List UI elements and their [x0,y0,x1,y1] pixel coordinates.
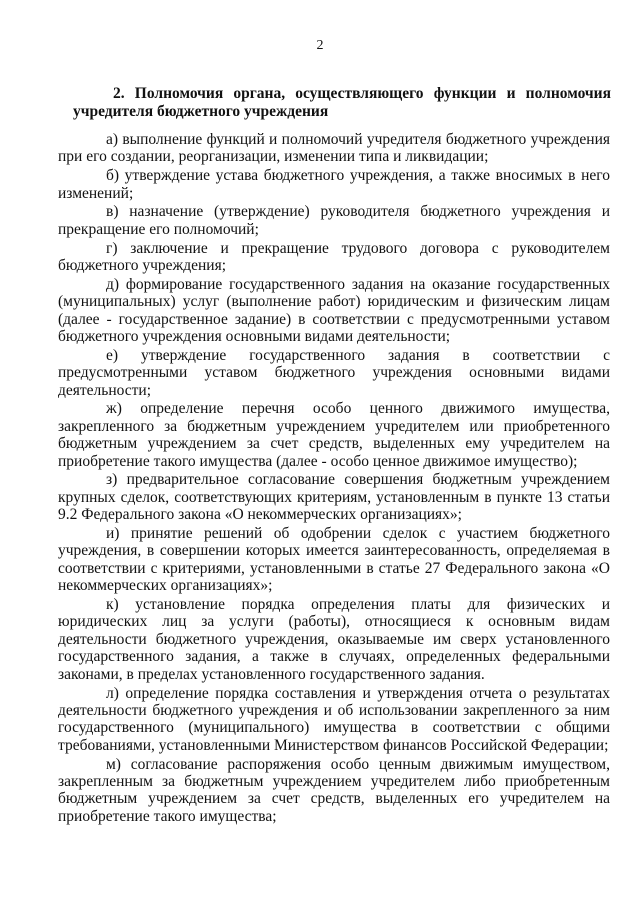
clause-d: д) формирование государственного задания на оказание государственных (муниципальных) услуг (выполнение работ) юридическим и физическим лицам (далее - государственное задание) в соответствии с предусмотренными уставом бюджетного учреждения основными видами деятельности; [58,275,610,346]
clause-zh: ж) определение перечня особо ценного движимого имущества, закрепленного за бюджетным учреждением учредителем или приобретенного бюджетным учреждением за счет средств, выделенных ему учредителем на приобретение такого имущества (далее - особо ценное движимое имущество); [58,400,610,470]
clause-list [58,131,610,827]
clause-g: г) заключение и прекращение трудового договора с руководителем бюджетного учреждения; [58,239,610,275]
clause-z: з) предварительное согласование совершения бюджетным учреждением крупных сделок, соответствующих критериям, установленным в пункте 13 статьи 9.2 Федерального закона «О некоммерческих организациях»; [58,471,610,524]
clause-i: и) принятие решений об одобрении сделок с участием бюджетного учреждения, в совершении которых имеется заинтересованность, определяемая в соответствии с критериями, установленными в статье 27 Федерального закона «О некоммерческих организациях»; [58,525,610,595]
clause-l: л) определение порядка составления и утверждения отчета о результатах деятельности бюджетного учреждения и об использовании закрепленного за ним государственного (муниципального) имущества в соответствии с общими требованиями, установленными Министерством финансов Российской Федерации; [58,684,610,754]
clause-v: в) назначение (утверждение) руководителя бюджетного учреждения и прекращение его полномочий; [58,203,610,238]
clause-a: а) выполнение функций и полномочий учредителя бюджетного учреждения при его создании, реорганизации, изменении типа и ликвидации; [58,131,610,166]
clause-k: к) установление порядка определения платы для физических и юридических лиц за услуги (работы), относящиеся к основным видам деятельности бюджетного учреждения, оказываемые им сверх установленного государственного задания, а также в случаях, определенных федеральными законами, в пределах установленного государственного задания. [58,596,610,683]
section-heading: 2. Полномочия органа, осуществляющего функции и полномочия учредителя бюджетного учреждения [73,85,611,120]
clause-e: е) утверждение государственного задания в соответствии с предусмотренными уставом бюджетного учреждения основными видами деятельности; [58,346,610,399]
clause-b: б) утверждение устава бюджетного учреждения, а также вносимых в него изменений; [58,167,610,202]
page-number: 2 [316,38,324,53]
clause-m: м) согласование распоряжения особо ценным движимым имуществом, закрепленным за бюджетным учреждением учредителем либо приобретенным бюджетным учреждением за счет средств, выделенных его учредителем на приобретение такого имущества; [58,755,610,825]
